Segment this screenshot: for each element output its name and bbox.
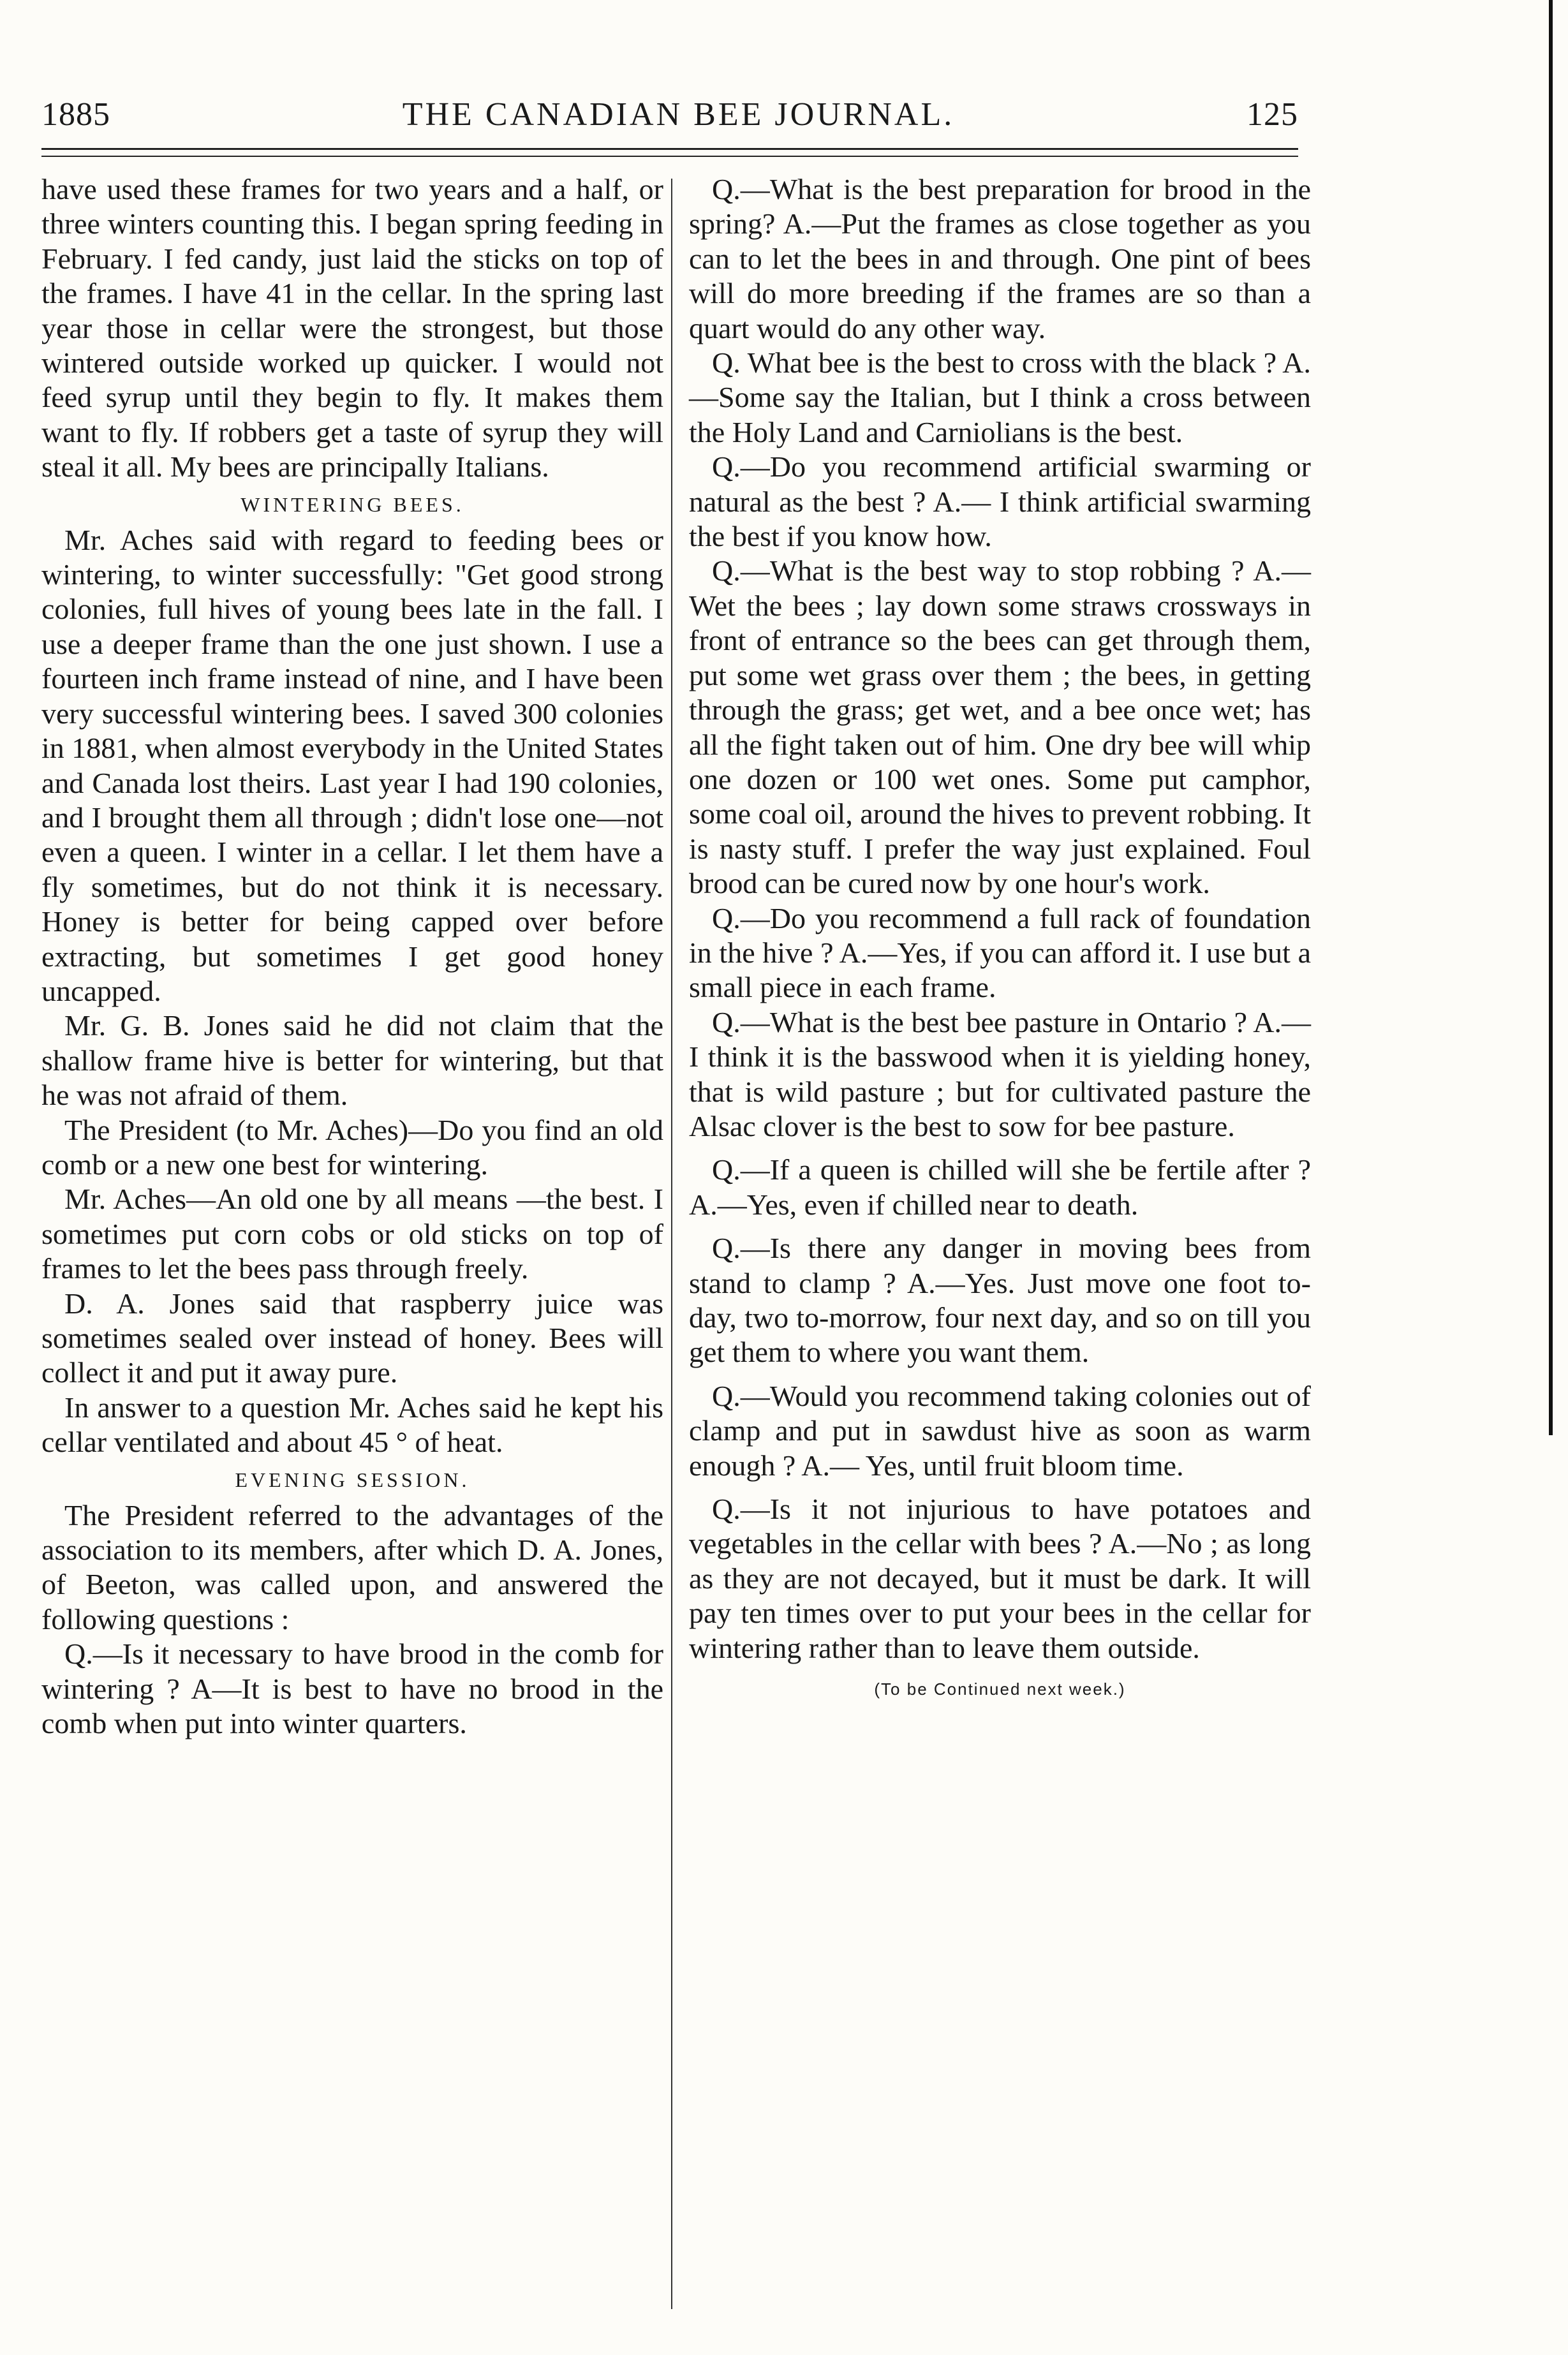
header-year: 1885 <box>41 96 110 133</box>
paragraph: The President (to Mr. Aches)—Do you find an old comb or a new one best for wintering. <box>41 1113 663 1181</box>
question-answer: Q.—If a queen is chilled will she be fertile after ? A.—Yes, even if chilled near to death. <box>689 1153 1311 1221</box>
question-answer: Q.—What is the best preparation for brood in the spring? A.—Put the frames as close together as you can to let the bees in and through. One pint of bees will do more breeding if the frames are so than a quart would do any other way. <box>689 173 1311 344</box>
paragraph: Mr. Aches said with regard to feeding bees or wintering, to winter successfully: "Get good strong colonies, full hives of young bees late in the fall. I use a deeper frame than the one just shown. I use a fourteen inch frame instead of nine, and I have been very successful wintering bees. I saved 300 colonies in 1881, when almost everybody in the United States and Canada lost theirs. Last year I had 190 colonies, and I brought them all through ; didn't lose one—not even a queen. I winter in a cellar. I let them have a fly sometimes, but do not think it is necessary. Honey is better for being capped over before extracting, but sometimes I get good honey uncapped. <box>41 523 663 1007</box>
left-column <box>41 172 663 1741</box>
paragraph: Mr. G. B. Jones said he did not claim that the shallow frame hive is better for wintering, but that he was not afraid of them. <box>41 1009 663 1112</box>
question-answer: Q.—Would you recommend taking colonies out of clamp and put in sawdust hive as soon as warm enough ? A.— Yes, until fruit bloom time. <box>689 1379 1311 1482</box>
paragraph: have used these frames for two years and a half, or three winters counting this. I began spring feeding in February. I fed candy, just laid the sticks on top of the frames. I have 41 in the cellar. In the spring last year those in cellar were the strongest, but those wintered outside worked up quicker. I would not feed syrup until they begin to fly. It makes them want to fly. If robbers get a taste of syrup they will steal it all. My bees are principally Italians. <box>41 173 663 484</box>
paragraph: Mr. Aches—An old one by all means —the best. I sometimes put corn cobs or old sticks on top of frames to let the bees pass through freely. <box>41 1183 663 1285</box>
right-column <box>689 172 1311 1706</box>
header-rule-bottom <box>41 156 1298 157</box>
question-answer: Q.—What is the best way to stop robbing ? A.—Wet the bees ; lay down some straws crossways in front of entrance so the bees can get through them, put some wet grass over them ; the bees, in getting through the grass; get wet, and a bee once wet; has all the fight taken out of him. One dry bee will whip one dozen or 100 wet ones. Some put camphor, some coal oil, around the hives to prevent robbing. It is nasty stuff. I prefer the way just explained. Foul brood can be cured now by one hour's work. <box>689 554 1311 900</box>
question-answer: Q.—Do you recommend a full rack of foundation in the hive ? A.—Yes, if you can afford it. I use but a small piece in each frame. <box>689 901 1311 1004</box>
question-answer: Q.—Is there any danger in moving bees from stand to clamp ? A.—Yes. Just move one foot to-day, two to-morrow, four next day, and so on till you get them to where you want them. <box>689 1232 1311 1369</box>
paragraph: Q.—Is it necessary to have brood in the comb for wintering ? A—It is best to have no brood in the comb when put into winter quarters. <box>41 1637 663 1740</box>
column-divider <box>671 179 672 2309</box>
header-rule-top <box>41 148 1298 150</box>
continued-note: (To be Continued next week.) <box>874 1680 1126 1699</box>
paragraph: The President referred to the advantages of the association to its members, after which D. A. Jones, of Beeton, was called upon, and answered the following questions : <box>41 1498 663 1635</box>
section-heading-wintering-bees: WINTERING BEES. <box>240 492 464 516</box>
page-edge-bar <box>1549 0 1553 1435</box>
section-heading-evening-session: EVENING SESSION. <box>235 1468 470 1491</box>
question-answer: Q.—Do you recommend artificial swarming or natural as the best ? A.— I think artificial swarming the best if you know how. <box>689 450 1311 553</box>
journal-title: THE CANADIAN BEE JOURNAL. <box>402 96 955 133</box>
page-number: 125 <box>1246 96 1298 133</box>
question-answer: Q.—What is the best bee pasture in Ontario ? A.—I think it is the basswood when it is yielding honey, that is wild pasture ; but for cultivated pasture the Alsac clover is the best to sow for bee pasture. <box>689 1005 1311 1142</box>
paragraph: In answer to a question Mr. Aches said he kept his cellar ventilated and about 45 ° of heat. <box>41 1391 663 1459</box>
question-answer: Q. What bee is the best to cross with the black ? A.—Some say the Italian, but I think a cross between the Holy Land and Carniolians is the best. <box>689 346 1311 448</box>
paragraph: D. A. Jones said that raspberry juice was sometimes sealed over instead of honey. Bees will collect it and put it away pure. <box>41 1287 663 1389</box>
question-answer: Q.—Is it not injurious to have potatoes and vegetables in the cellar with bees ? A.—No ; as long as they are not decayed, but it must be dark. It will pay ten times over to put your bees in the cellar for wintering rather than to leave them outside. <box>689 1493 1311 1664</box>
page-header <box>41 96 1298 147</box>
